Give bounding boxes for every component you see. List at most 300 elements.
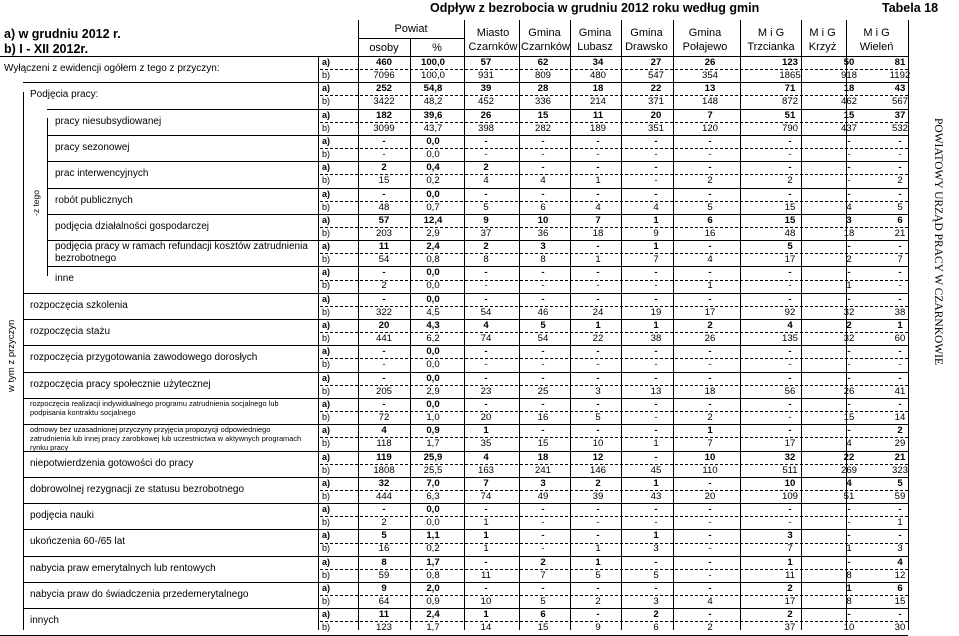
table-cell: 5 xyxy=(595,569,601,581)
table-cell: - xyxy=(484,359,488,371)
table-cell: 2 xyxy=(707,320,713,331)
table-cell: 6 xyxy=(707,214,713,226)
table-cell: 135 xyxy=(781,333,798,344)
row-tag-b: b) xyxy=(322,569,331,580)
table-cell: 7 xyxy=(595,214,601,226)
table-cell: 54 xyxy=(537,333,549,344)
table-cell: 0,8 xyxy=(426,569,440,581)
row-tag-a: a) xyxy=(322,135,331,146)
table-cell: 282 xyxy=(534,122,551,134)
table-cell: 1,1 xyxy=(426,530,440,542)
table-cell: - xyxy=(654,583,658,594)
row-tag-a: a) xyxy=(322,214,331,225)
table-cell: - xyxy=(847,504,851,516)
table-cell: 16 xyxy=(704,227,716,239)
row-label: odmowy bez uzasadnionej przyczyny przyjęcia propozycji odpowiedniego zatrudnienia lub innej pracy zarobkowej lub uczestnictwa w aktywnych programach rynku pracy xyxy=(30,425,302,453)
table-cell: 437 xyxy=(840,122,857,134)
table-label: Tabela 18 xyxy=(882,1,939,15)
table-cell: - xyxy=(847,241,851,253)
table-cell: 5 xyxy=(653,569,659,581)
table-cell: - xyxy=(596,583,600,594)
table-cell: 15 xyxy=(537,438,549,450)
table-cell: 1 xyxy=(653,477,659,489)
table-cell: 17 xyxy=(784,438,796,450)
row-tag-a: a) xyxy=(322,477,331,488)
table-cell: 241 xyxy=(534,464,551,476)
table-cell: 511 xyxy=(782,464,798,476)
table-cell: - xyxy=(898,398,902,410)
table-cell: - xyxy=(382,267,386,279)
table-cell: - xyxy=(541,359,545,371)
table-cell: 12 xyxy=(592,451,604,463)
table-cell: 10 xyxy=(537,214,549,226)
table-cell: - xyxy=(898,346,902,358)
row-tag-b: b) xyxy=(322,227,331,238)
table-cell: - xyxy=(847,162,851,174)
table-cell: 29 xyxy=(894,438,906,450)
table-cell: 2 xyxy=(707,411,713,423)
table-cell: 148 xyxy=(701,96,718,108)
table-cell: 22 xyxy=(843,451,855,463)
table-cell: 54 xyxy=(480,306,492,318)
table-cell: - xyxy=(484,346,488,358)
table-cell: 398 xyxy=(477,122,494,134)
column-header-1-line-1: Miasto xyxy=(476,27,510,39)
table-cell: - xyxy=(654,556,658,568)
table-cell: 1 xyxy=(897,517,903,529)
row-tag-a: a) xyxy=(322,83,331,94)
table-cell: - xyxy=(541,425,545,437)
table-cell: 2 xyxy=(897,425,903,437)
table-cell: 3 xyxy=(897,543,903,555)
row-tag-a: a) xyxy=(322,530,331,541)
table-cell: 62 xyxy=(537,57,549,68)
table-cell: 15 xyxy=(537,109,549,121)
table-cell: 11 xyxy=(592,109,604,121)
table-cell: 25,9 xyxy=(423,451,443,463)
table-cell: - xyxy=(382,359,386,371)
column-header-4-line-2: Drawsko xyxy=(625,41,668,53)
table-cell: - xyxy=(898,135,902,147)
table-cell: 1 xyxy=(653,530,659,542)
table-cell: - xyxy=(847,359,851,371)
table-cell: - xyxy=(484,293,488,305)
row-label: rozpoczęcia szkolenia xyxy=(30,299,128,311)
table-cell: 1192 xyxy=(889,70,911,81)
column-header-4-line-1: Gmina xyxy=(630,27,663,39)
column-header-3-line-1: Gmina xyxy=(578,27,612,39)
table-cell: 37 xyxy=(784,622,796,634)
table-cell: 20 xyxy=(650,109,662,121)
table-cell: 0,8 xyxy=(426,254,440,266)
table-cell: 2 xyxy=(846,320,852,331)
table-cell: 371 xyxy=(647,96,664,108)
table-cell: - xyxy=(484,556,488,568)
table-cell: 11 xyxy=(481,569,491,581)
row-tag-a: a) xyxy=(322,346,331,357)
table-cell: 4 xyxy=(483,320,489,331)
table-cell: 100,0 xyxy=(420,70,445,81)
table-cell: - xyxy=(654,517,658,529)
table-cell: 1,0 xyxy=(426,411,440,423)
table-cell: 18 xyxy=(843,227,855,239)
table-cell: 205 xyxy=(375,385,392,397)
table-cell: 71 xyxy=(784,83,796,95)
table-cell: 9 xyxy=(595,622,601,634)
row-label: podjęcia pracy w ramach refundacji kosztów zatrudnienia bezrobotnego xyxy=(55,241,308,265)
table-cell: 10 xyxy=(480,596,492,607)
table-cell: - xyxy=(847,175,851,187)
table-cell: - xyxy=(708,148,712,160)
table-cell: 8 xyxy=(846,569,852,581)
table-cell: - xyxy=(847,517,851,529)
row-separator xyxy=(358,38,464,39)
table-cell: 1 xyxy=(483,530,489,542)
table-cell: 100,0 xyxy=(420,57,445,68)
table-cell: - xyxy=(541,530,545,542)
table-cell: 203 xyxy=(375,227,392,239)
column-header-2-line-1: Gmina xyxy=(528,27,561,39)
table-cell: 0,2 xyxy=(426,175,440,187)
table-cell: 1 xyxy=(653,438,659,450)
table-cell: - xyxy=(898,293,902,305)
table-cell: - xyxy=(382,188,386,200)
table-cell: 0,0 xyxy=(426,280,440,292)
table-cell: 123 xyxy=(375,622,392,634)
table-cell: 872 xyxy=(781,96,798,108)
table-cell: 38 xyxy=(894,306,906,318)
table-cell: 32 xyxy=(843,306,855,318)
table-cell: 60 xyxy=(894,333,906,344)
table-cell: 1 xyxy=(483,425,489,437)
table-cell: - xyxy=(382,504,386,516)
table-cell: - xyxy=(654,267,658,279)
table-cell: - xyxy=(654,188,658,200)
table-cell: 2 xyxy=(595,477,601,489)
table-cell: - xyxy=(484,148,488,160)
table-cell: 57 xyxy=(480,57,492,68)
table-cell: 8 xyxy=(381,556,387,568)
row-tag-a: a) xyxy=(322,320,331,330)
row-label: pracy niesubsydiowanej xyxy=(55,115,162,127)
table-cell: 6 xyxy=(897,583,903,594)
table-cell: - xyxy=(788,280,792,292)
table-cell: 3 xyxy=(595,385,601,397)
table-cell: 28 xyxy=(537,83,549,95)
table-cell: 5 xyxy=(540,320,546,331)
table-cell: 182 xyxy=(375,109,392,121)
table-cell: 547 xyxy=(647,70,664,81)
table-cell: 15 xyxy=(843,411,855,423)
table-cell: 37 xyxy=(480,227,492,239)
table-cell: 48 xyxy=(378,201,390,213)
table-cell: 4 xyxy=(846,477,852,489)
table-cell: 81 xyxy=(894,57,906,68)
table-cell: - xyxy=(596,293,600,305)
table-cell: - xyxy=(788,411,792,423)
table-cell: 2 xyxy=(483,162,489,174)
row-tag-b: b) xyxy=(322,464,331,475)
table-cell: - xyxy=(596,188,600,200)
table-cell: 3 xyxy=(540,477,546,489)
table-cell: 1 xyxy=(595,320,601,331)
table-cell: 119 xyxy=(376,451,392,463)
grid-line xyxy=(47,118,48,276)
table-cell: 462 xyxy=(840,96,857,108)
table-cell: - xyxy=(596,425,600,437)
table-cell: 931 xyxy=(477,70,494,81)
table-cell: 7 xyxy=(483,477,489,489)
table-cell: - xyxy=(382,372,386,384)
row-label: podjęcia nauki xyxy=(30,510,94,522)
table-cell: - xyxy=(898,267,902,279)
table-cell: 32 xyxy=(843,333,855,344)
table-cell: 5 xyxy=(595,411,601,423)
table-cell: 567 xyxy=(891,96,908,108)
table-cell: 918 xyxy=(840,70,857,81)
grid-line xyxy=(740,20,741,630)
table-cell: 110 xyxy=(702,464,718,476)
table-cell: 9 xyxy=(381,583,387,594)
table-cell: 41 xyxy=(894,385,906,397)
table-cell: 37 xyxy=(894,109,906,121)
table-cell: - xyxy=(788,293,792,305)
table-cell: 4 xyxy=(381,425,387,437)
table-cell: - xyxy=(596,359,600,371)
row-label: niepotwierdzenia gotowości do pracy xyxy=(30,457,194,469)
table-cell: - xyxy=(708,188,712,200)
table-cell: 351 xyxy=(647,122,664,134)
table-cell: 56 xyxy=(784,385,796,397)
table-cell: - xyxy=(484,135,488,147)
table-cell: 36 xyxy=(537,227,549,239)
table-cell: 3 xyxy=(540,241,546,253)
table-cell: 25 xyxy=(537,385,549,397)
table-cell: 120 xyxy=(701,122,718,134)
table-cell: 1 xyxy=(595,254,601,266)
table-cell: - xyxy=(596,398,600,410)
table-cell: - xyxy=(596,517,600,529)
row-separator xyxy=(0,635,908,636)
row-tag-a: a) xyxy=(322,188,331,199)
table-cell: - xyxy=(382,346,386,358)
table-cell: 6 xyxy=(540,609,546,621)
row-tag-a: a) xyxy=(322,451,331,462)
side-label: POWIATOWY URZĄD PRACY W CZARNKOWIE xyxy=(932,118,944,366)
table-cell: 2,4 xyxy=(426,241,440,253)
table-cell: 1 xyxy=(483,517,489,529)
table-cell: - xyxy=(708,346,712,358)
table-cell: 57 xyxy=(378,214,390,226)
row-label: rozpoczęcia stażu xyxy=(30,326,111,337)
table-cell: 2 xyxy=(483,241,489,253)
row-tag-b: b) xyxy=(322,122,331,133)
table-cell: - xyxy=(847,530,851,542)
table-cell: 2 xyxy=(787,175,793,187)
table-cell: 336 xyxy=(534,96,551,108)
table-cell: 39,6 xyxy=(423,109,443,121)
row-tag-a: a) xyxy=(322,504,331,515)
table-cell: 20 xyxy=(378,320,390,331)
row-label: nabycia praw do świadczenia przedemerytalnego xyxy=(30,589,249,600)
table-cell: 6 xyxy=(897,214,903,226)
table-cell: 4 xyxy=(846,201,852,213)
table-cell: 17 xyxy=(704,306,716,318)
table-cell: - xyxy=(654,504,658,516)
table-cell: - xyxy=(596,162,600,174)
table-cell: 1 xyxy=(483,609,489,621)
table-cell: 790 xyxy=(781,122,798,134)
table-cell: 25,5 xyxy=(423,464,443,476)
table-cell: 32 xyxy=(784,451,796,463)
table-cell: - xyxy=(654,398,658,410)
table-cell: 26 xyxy=(704,57,716,68)
table-cell: 6 xyxy=(653,622,659,634)
table-cell: 15 xyxy=(537,622,549,634)
column-header-5-line-2: Połajewo xyxy=(682,41,728,53)
row-tag-b: b) xyxy=(322,70,331,80)
table-cell: 14 xyxy=(480,622,492,634)
row-label: inne xyxy=(55,273,74,285)
table-cell: - xyxy=(596,346,600,358)
table-cell: 3422 xyxy=(373,96,395,108)
table-cell: - xyxy=(708,398,712,410)
table-cell: 2 xyxy=(897,175,903,187)
table-cell: 2 xyxy=(787,609,793,621)
row-tag-a: a) xyxy=(322,109,331,120)
table-cell: - xyxy=(596,241,600,253)
grid-line xyxy=(621,20,622,630)
table-cell: 7 xyxy=(897,254,903,266)
table-cell: 4 xyxy=(707,596,713,607)
table-cell: - xyxy=(382,398,386,410)
table-cell: - xyxy=(847,425,851,437)
table-cell: 74 xyxy=(480,333,492,344)
header-pct: % xyxy=(432,42,442,54)
table-cell: 8 xyxy=(483,254,489,266)
row-label: pracy sezonowej xyxy=(55,141,130,153)
table-cell: - xyxy=(382,135,386,147)
table-cell: - xyxy=(708,293,712,305)
table-cell: 441 xyxy=(375,333,392,344)
table-cell: 2 xyxy=(707,622,713,634)
table-cell: 0,4 xyxy=(426,162,440,174)
table-cell: - xyxy=(541,372,545,384)
table-cell: 2 xyxy=(540,556,546,568)
table-cell: 189 xyxy=(589,122,606,134)
table-cell: 38 xyxy=(650,333,662,344)
table-cell: 452 xyxy=(477,96,494,108)
table-cell: 2,0 xyxy=(426,583,440,594)
row-tag-b: b) xyxy=(322,306,331,317)
table-cell: 1,7 xyxy=(426,438,440,450)
row-tag-a: a) xyxy=(322,267,331,278)
table-cell: 109 xyxy=(781,490,798,502)
table-cell: 12,4 xyxy=(423,214,443,226)
table-cell: - xyxy=(708,372,712,384)
row-label: rozpoczęcia realizacji indywidualnego programu zatrudnienia socjalnego lub podpisania kontraktu socjalnego xyxy=(30,398,279,417)
table-cell: - xyxy=(847,135,851,147)
table-cell: 4 xyxy=(787,320,793,331)
table-cell: 51 xyxy=(784,109,796,121)
row-label: podjęcia działalności gospodarczej xyxy=(55,220,209,232)
table-cell: 532 xyxy=(891,122,908,134)
page-title: Odpływ z bezrobocia w grudniu 2012 roku według gmin xyxy=(430,1,760,15)
table-cell: 6,3 xyxy=(426,490,440,502)
table-cell: - xyxy=(788,162,792,174)
table-cell: 5 xyxy=(381,530,387,542)
table-cell: 4 xyxy=(653,201,659,213)
row-tag-b: b) xyxy=(322,596,331,606)
row-label: innych xyxy=(30,615,59,627)
row-tag-a: a) xyxy=(322,583,331,593)
table-cell: 1 xyxy=(653,320,659,331)
table-cell: - xyxy=(541,162,545,174)
table-cell: 1 xyxy=(595,556,601,568)
table-cell: - xyxy=(708,556,712,568)
table-cell: - xyxy=(708,504,712,516)
row-tag-b: b) xyxy=(322,96,331,107)
row-label: dobrowolnej rezygnacji ze statusu bezrobotnego xyxy=(30,483,245,495)
table-cell: 444 xyxy=(375,490,392,502)
table-cell: - xyxy=(382,293,386,305)
row-tag-b: b) xyxy=(322,438,331,449)
table-cell: 2 xyxy=(653,609,659,621)
table-cell: - xyxy=(898,609,902,621)
table-cell: - xyxy=(541,267,545,279)
table-cell: 1 xyxy=(653,241,659,253)
table-cell: 0,0 xyxy=(426,346,440,358)
table-cell: - xyxy=(788,359,792,371)
row-tag-b: b) xyxy=(322,148,331,159)
row-label: Wyłączeni z ewidencji ogółem z tego z przyczyn: xyxy=(4,63,220,74)
table-cell: 49 xyxy=(537,490,549,502)
table-cell: 5 xyxy=(787,241,793,253)
table-cell: 5 xyxy=(897,201,903,213)
table-cell: - xyxy=(788,517,792,529)
table-cell: 2 xyxy=(787,583,793,594)
table-cell: 0,0 xyxy=(426,372,440,384)
table-cell: 10 xyxy=(843,622,855,634)
table-cell: 4 xyxy=(595,201,601,213)
table-cell: - xyxy=(898,359,902,371)
table-cell: 3 xyxy=(787,530,793,542)
table-cell: 4 xyxy=(540,175,546,187)
table-cell: - xyxy=(654,293,658,305)
table-cell: 26 xyxy=(843,385,855,397)
table-cell: 7 xyxy=(707,109,713,121)
table-cell: - xyxy=(541,583,545,594)
table-cell: 54 xyxy=(378,254,390,266)
row-label: ukończenia 60-/65 lat xyxy=(30,536,126,548)
table-cell: 4,5 xyxy=(426,306,440,318)
table-cell: 43 xyxy=(894,83,906,95)
table-cell: 59 xyxy=(894,490,906,502)
table-cell: - xyxy=(484,280,488,292)
table-cell: - xyxy=(708,583,712,594)
table-cell: 6,2 xyxy=(426,333,440,344)
row-tag-a: a) xyxy=(322,372,331,383)
table-cell: - xyxy=(541,280,545,292)
table-cell: - xyxy=(898,372,902,384)
table-cell: 1808 xyxy=(373,464,395,476)
table-cell: 0,9 xyxy=(426,425,440,437)
table-cell: - xyxy=(654,175,658,187)
table-cell: 20 xyxy=(480,411,492,423)
table-cell: - xyxy=(541,293,545,305)
table-cell: 4 xyxy=(897,556,903,568)
column-header-7-line-2: Krzyż xyxy=(808,41,837,53)
